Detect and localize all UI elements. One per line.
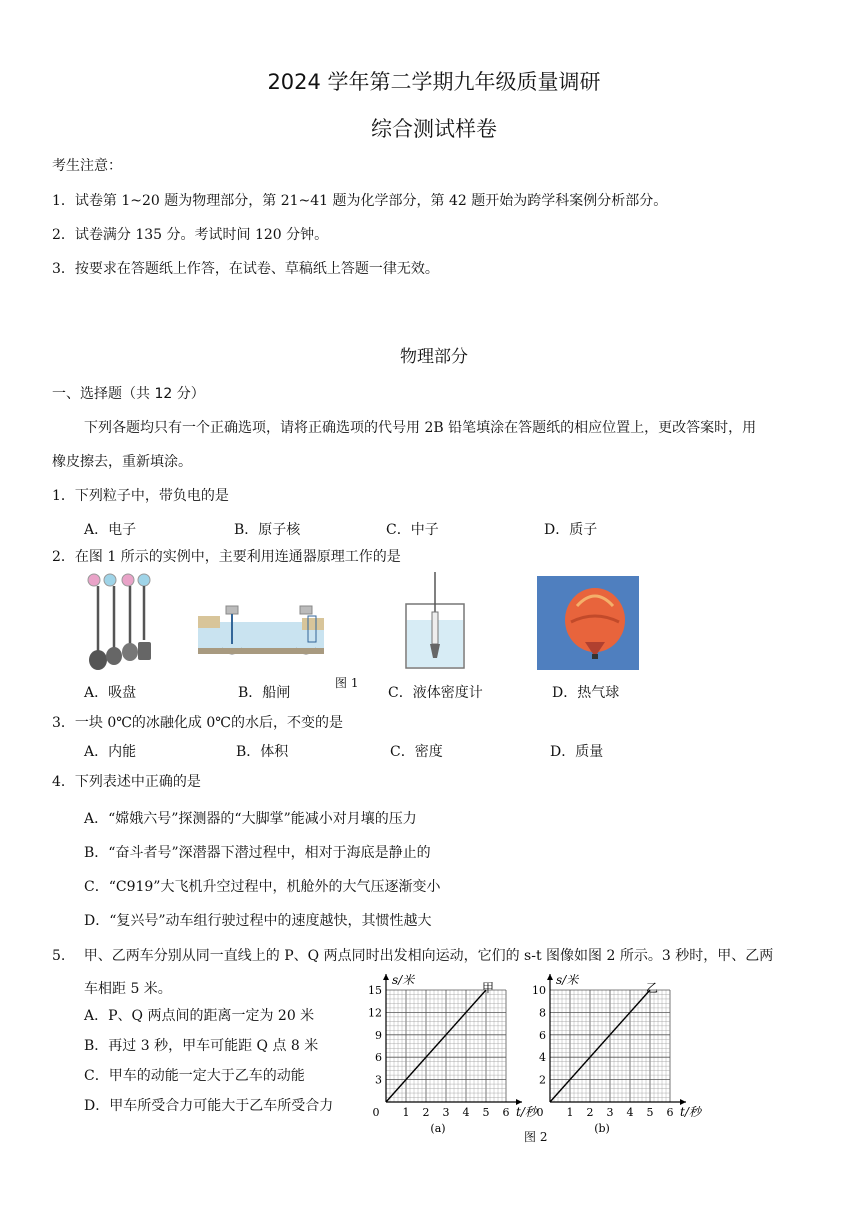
option: B．原子核 [234, 522, 301, 538]
option: D．热气球 [552, 685, 620, 701]
suction-cup-image [80, 572, 160, 672]
x-tick-label: 3 [606, 1106, 614, 1119]
exam-subtitle: 综合测试样卷 [371, 117, 497, 141]
option: B．船闸 [238, 685, 291, 701]
series-line [386, 990, 486, 1102]
question-stem: 1．下列粒子中，带负电的是 [52, 488, 229, 504]
option: C．甲车的动能一定大于乙车的动能 [84, 1068, 305, 1084]
question-stem: 4．下列表述中正确的是 [52, 774, 201, 790]
option: D．质量 [550, 744, 604, 760]
y-tick-label: 4 [539, 1051, 546, 1065]
option: C．液体密度计 [388, 685, 483, 701]
option: C．“C919”大飞机升空过程中，机舱外的大气压逐渐变小 [84, 879, 441, 895]
series-line [550, 990, 650, 1102]
x-tick-label: 4 [462, 1106, 470, 1119]
panel-label: (b) [594, 1122, 610, 1135]
x-tick-label: 4 [626, 1106, 634, 1119]
series-label: 乙 [646, 981, 659, 995]
exam-title: 2024 学年第二学期九年级质量调研 [267, 70, 601, 94]
option: D．质子 [544, 522, 598, 538]
x-tick-label: 6 [666, 1106, 674, 1119]
question-stem: 5. 甲、乙两车分别从同一直线上的 P、Q 两点同时出发相向运动，它们的 s-t 图像如图 2 所示。3 秒时，甲、乙两 [52, 948, 774, 964]
hot-air-balloon-image [537, 576, 639, 670]
x-tick-label: 1 [566, 1106, 574, 1119]
question-stem: 车相距 5 米。 [84, 981, 172, 997]
x-tick-label: 5 [646, 1106, 654, 1119]
notice-item: 3．按要求在答题纸上作答，在试卷、草稿纸上答题一律无效。 [52, 261, 439, 277]
option: C．中子 [386, 522, 439, 538]
question-stem: 2．在图 1 所示的实例中，主要利用连通器原理工作的是 [52, 549, 401, 565]
instruction-line: 下列各题均只有一个正确选项，请将正确选项的代号用 2B 铅笔填涂在答题纸的相应位置上，更改答案时，用 [84, 420, 757, 436]
notice-item: 2．试卷满分 135 分。考试时间 120 分钟。 [52, 227, 329, 243]
y-tick-label: 9 [375, 1028, 382, 1042]
y-axis-arrow [547, 974, 553, 980]
ship-lock-image [198, 604, 324, 660]
option: D．“复兴号”动车组行驶过程中的速度越快，其惯性越大 [84, 913, 432, 929]
x-axis-label: t/秒 [680, 1105, 701, 1119]
option: A．“嫦娥六号”探测器的“大脚掌”能减小对月壤的压力 [84, 811, 417, 827]
y-tick-label: 8 [539, 1006, 546, 1020]
notice-item: 1．试卷第 1~20 题为物理部分，第 21~41 题为化学部分，第 42 题开始为跨学科案例分析部分。 [52, 193, 668, 209]
option: A．内能 [84, 744, 137, 760]
st-chart-a [364, 968, 537, 1135]
x-tick-label: 0 [372, 1106, 380, 1119]
option: A．吸盘 [84, 685, 137, 701]
section-title: 物理部分 [400, 347, 468, 367]
instruction-line: 橡皮擦去，重新填涂。 [52, 454, 192, 470]
y-axis-label: s/米 [556, 973, 579, 987]
figure-caption: 图 1 [335, 676, 359, 690]
option: A．电子 [84, 522, 137, 538]
option: C．密度 [390, 744, 443, 760]
y-tick-label: 15 [368, 984, 382, 997]
y-tick-label: 2 [539, 1073, 546, 1087]
hydrometer-image [400, 572, 470, 670]
x-tick-label: 5 [482, 1106, 490, 1119]
y-tick-label: 10 [532, 984, 546, 997]
y-tick-label: 12 [368, 1006, 382, 1020]
y-axis-label: s/米 [392, 973, 415, 987]
option: D．甲车所受合力可能大于乙车所受合力 [84, 1098, 334, 1114]
y-tick-label: 3 [375, 1073, 382, 1087]
x-tick-label: 0 [536, 1106, 544, 1119]
part-heading: 一、选择题（共 12 分） [52, 386, 205, 402]
x-tick-label: 2 [422, 1106, 430, 1119]
x-tick-label: 3 [442, 1106, 450, 1119]
series-label: 甲 [482, 981, 495, 995]
option: B．“奋斗者号”深潜器下潜过程中，相对于海底是静止的 [84, 845, 431, 861]
x-tick-label: 1 [402, 1106, 410, 1119]
figure-caption: 图 2 [524, 1130, 548, 1144]
question-stem: 3．一块 0℃的冰融化成 0℃的水后，不变的是 [52, 715, 343, 731]
y-tick-label: 6 [539, 1028, 546, 1042]
option: A．P、Q 两点间的距离一定为 20 米 [84, 1008, 315, 1024]
option: B．再过 3 秒，甲车可能距 Q 点 8 米 [84, 1038, 319, 1054]
y-tick-label: 6 [375, 1051, 382, 1065]
notice-heading: 考生注意： [52, 158, 122, 174]
st-chart-b [528, 968, 701, 1135]
option: B．体积 [236, 744, 289, 760]
panel-label: (a) [430, 1122, 446, 1135]
x-tick-label: 6 [502, 1106, 510, 1119]
x-tick-label: 2 [586, 1106, 594, 1119]
x-axis-label: t/秒 [516, 1105, 537, 1119]
y-axis-arrow [383, 974, 389, 980]
